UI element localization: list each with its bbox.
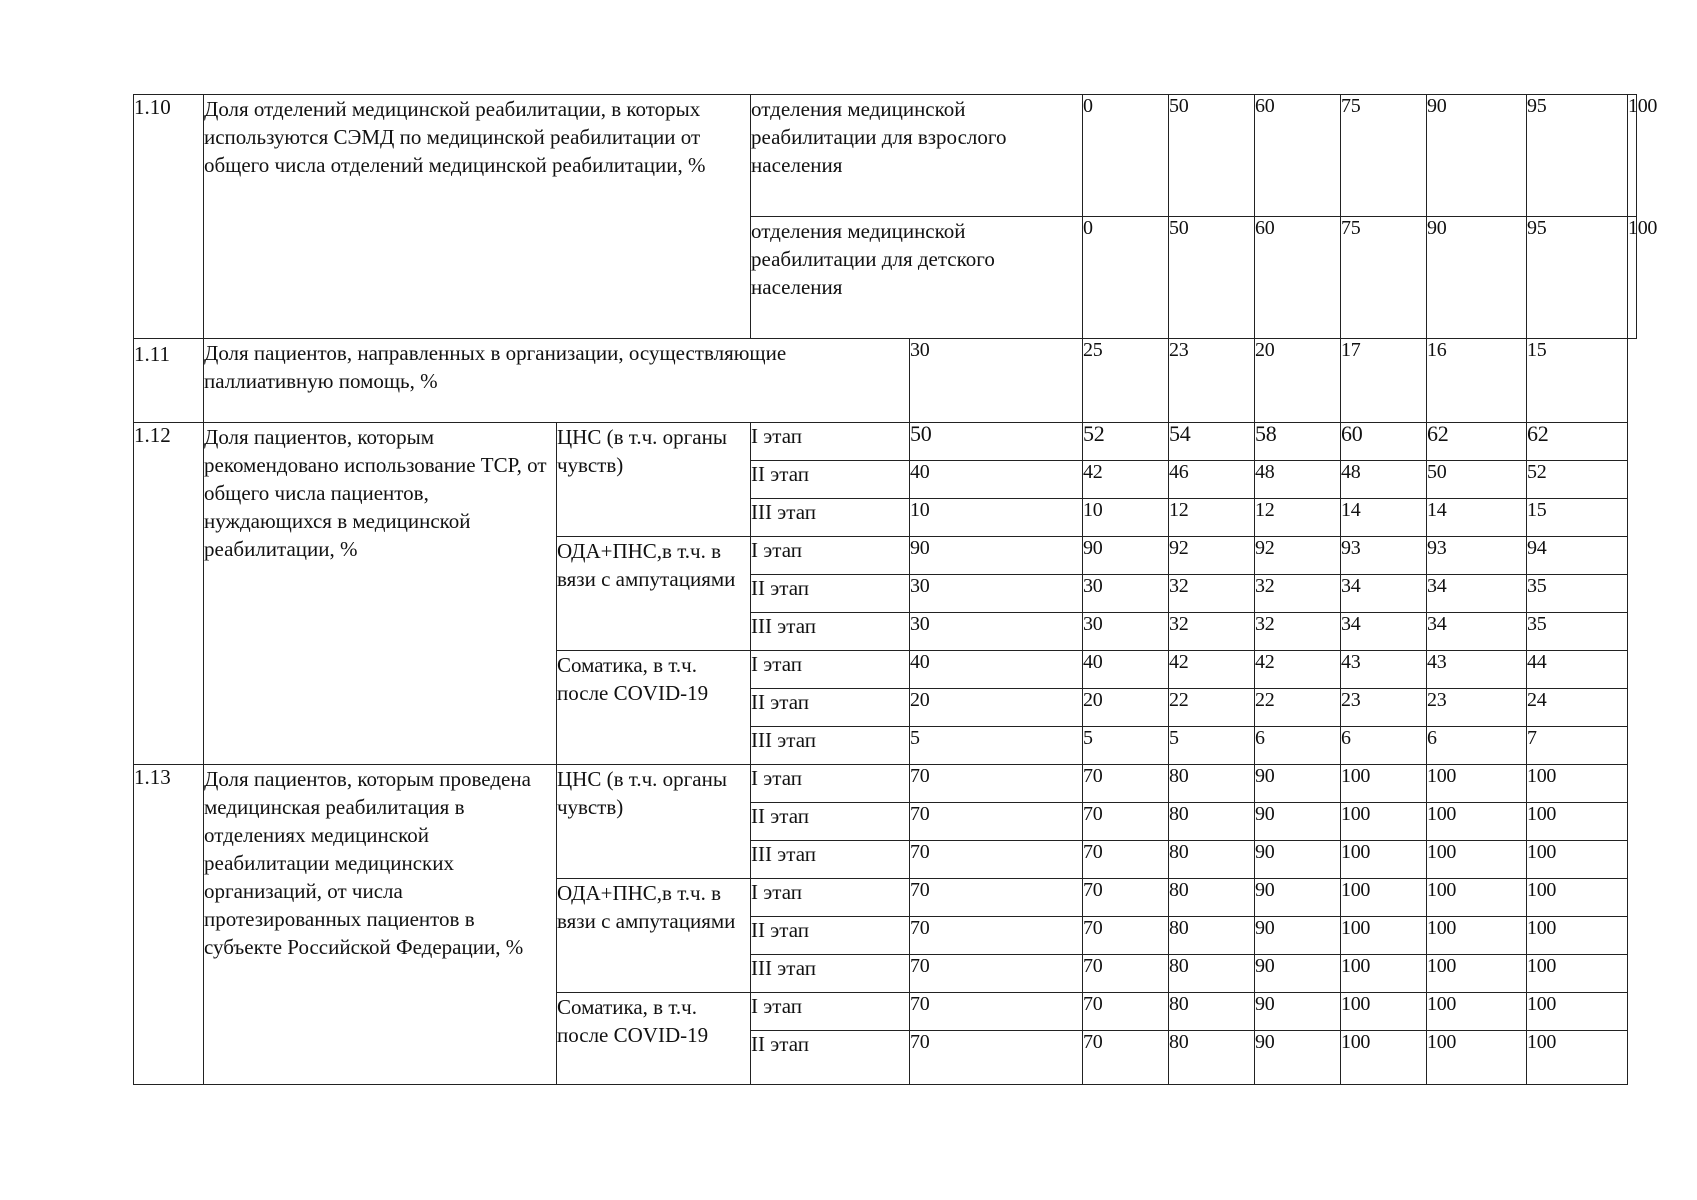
value-cell: 90 bbox=[1255, 955, 1341, 993]
value-cell: 32 bbox=[1255, 613, 1341, 651]
value-cell: 100 bbox=[1527, 841, 1628, 879]
value-cell: 7 bbox=[1527, 727, 1628, 765]
value-cell: 30 bbox=[910, 613, 1083, 651]
value-cell: 60 bbox=[1255, 95, 1341, 217]
value-cell: 93 bbox=[1341, 537, 1427, 575]
value-cell: 42 bbox=[1255, 651, 1341, 689]
value-cell: 70 bbox=[910, 841, 1083, 879]
value-cell: 52 bbox=[1527, 461, 1628, 499]
value-cell: 90 bbox=[1255, 879, 1341, 917]
value-cell: 10 bbox=[1083, 499, 1169, 537]
value-cell: 14 bbox=[1427, 499, 1527, 537]
value-cell: 90 bbox=[1427, 95, 1527, 217]
value-cell: 30 bbox=[1083, 575, 1169, 613]
value-cell: 40 bbox=[1083, 651, 1169, 689]
value-cell: 12 bbox=[1255, 499, 1341, 537]
stage-label: III этап bbox=[751, 613, 910, 651]
group-label: Соматика, в т.ч. после COVID-19 bbox=[557, 651, 751, 765]
value-cell: 34 bbox=[1427, 575, 1527, 613]
value-cell: 20 bbox=[910, 689, 1083, 727]
value-cell: 32 bbox=[1255, 575, 1341, 613]
value-cell: 70 bbox=[1083, 765, 1169, 803]
value-cell: 70 bbox=[1083, 841, 1169, 879]
value-cell: 100 bbox=[1527, 803, 1628, 841]
value-cell: 17 bbox=[1341, 339, 1427, 423]
value-cell: 70 bbox=[910, 917, 1083, 955]
value-cell: 90 bbox=[1255, 917, 1341, 955]
value-cell: 95 bbox=[1527, 95, 1628, 217]
value-cell: 90 bbox=[1255, 993, 1341, 1031]
value-cell: 35 bbox=[1527, 613, 1628, 651]
value-cell: 75 bbox=[1341, 95, 1427, 217]
value-cell: 50 bbox=[1427, 461, 1527, 499]
table-row bbox=[134, 765, 1637, 803]
value-cell: 22 bbox=[1169, 689, 1255, 727]
value-cell: 32 bbox=[1169, 575, 1255, 613]
value-cell: 22 bbox=[1255, 689, 1341, 727]
indicator-name: Доля пациентов, которым проведена медицинская реабилитация в отделениях медицинской реабилитации медицинских организаций, от числа протезированных пациентов в субъекте Российской Федерации, % bbox=[204, 765, 557, 1085]
value-cell: 42 bbox=[1169, 651, 1255, 689]
stage-label: II этап bbox=[751, 689, 910, 727]
value-cell: 20 bbox=[1083, 689, 1169, 727]
value-cell: 54 bbox=[1169, 423, 1255, 461]
value-cell: 48 bbox=[1255, 461, 1341, 499]
row-index: 1.10 bbox=[134, 95, 204, 339]
value-cell: 34 bbox=[1341, 613, 1427, 651]
value-cell: 48 bbox=[1341, 461, 1427, 499]
value-cell: 100 bbox=[1427, 1031, 1527, 1085]
value-cell: 100 bbox=[1341, 993, 1427, 1031]
value-cell: 62 bbox=[1527, 423, 1628, 461]
stage-label: I этап bbox=[751, 651, 910, 689]
value-cell: 70 bbox=[910, 879, 1083, 917]
stage-label: III этап bbox=[751, 727, 910, 765]
value-cell: 100 bbox=[1341, 841, 1427, 879]
value-cell: 70 bbox=[1083, 993, 1169, 1031]
value-cell: 46 bbox=[1169, 461, 1255, 499]
stage-label: I этап bbox=[751, 879, 910, 917]
value-cell: 80 bbox=[1169, 765, 1255, 803]
value-cell: 70 bbox=[910, 765, 1083, 803]
value-cell: 70 bbox=[910, 803, 1083, 841]
value-cell: 95 bbox=[1527, 217, 1628, 339]
indicator-name: Доля пациентов, направленных в организации, осуществляющие паллиативную помощь, % bbox=[204, 339, 910, 423]
value-cell: 60 bbox=[1341, 423, 1427, 461]
value-cell: 80 bbox=[1169, 803, 1255, 841]
value-cell: 6 bbox=[1427, 727, 1527, 765]
value-cell: 23 bbox=[1341, 689, 1427, 727]
value-cell: 93 bbox=[1427, 537, 1527, 575]
value-cell: 0 bbox=[1083, 95, 1169, 217]
value-cell: 60 bbox=[1255, 217, 1341, 339]
stage-label: II этап bbox=[751, 917, 910, 955]
value-cell: 100 bbox=[1341, 917, 1427, 955]
value-cell: 80 bbox=[1169, 1031, 1255, 1085]
value-cell: 52 bbox=[1083, 423, 1169, 461]
table-row bbox=[134, 95, 1637, 217]
value-cell: 43 bbox=[1427, 651, 1527, 689]
value-cell: 100 bbox=[1427, 765, 1527, 803]
value-cell: 6 bbox=[1255, 727, 1341, 765]
value-cell: 24 bbox=[1527, 689, 1628, 727]
value-cell: 0 bbox=[1083, 217, 1169, 339]
value-cell: 50 bbox=[1169, 95, 1255, 217]
value-cell: 5 bbox=[1083, 727, 1169, 765]
value-cell: 70 bbox=[910, 955, 1083, 993]
value-cell: 70 bbox=[1083, 955, 1169, 993]
stage-label: II этап bbox=[751, 461, 910, 499]
value-cell: 14 bbox=[1341, 499, 1427, 537]
row-index: 1.13 bbox=[134, 765, 204, 1085]
value-cell: 70 bbox=[1083, 1031, 1169, 1085]
value-cell: 10 bbox=[910, 499, 1083, 537]
value-cell: 25 bbox=[1083, 339, 1169, 423]
value-cell: 90 bbox=[1255, 765, 1341, 803]
value-cell: 80 bbox=[1169, 993, 1255, 1031]
stage-label: III этап bbox=[751, 955, 910, 993]
value-cell: 100 bbox=[1527, 993, 1628, 1031]
stage-label: II этап bbox=[751, 803, 910, 841]
value-cell: 43 bbox=[1341, 651, 1427, 689]
indicators-table bbox=[133, 94, 1658, 1085]
indicator-name: Доля отделений медицинской реабилитации, в которых используются СЭМД по медицинской реабилитации от общего числа отделений медицинской реабилитации, % bbox=[204, 95, 751, 339]
value-cell: 80 bbox=[1169, 841, 1255, 879]
value-cell: 50 bbox=[1169, 217, 1255, 339]
value-cell: 100 bbox=[1341, 1031, 1427, 1085]
stage-label: II этап bbox=[751, 575, 910, 613]
value-cell: 90 bbox=[1427, 217, 1527, 339]
value-cell: 90 bbox=[1255, 841, 1341, 879]
value-cell: 23 bbox=[1427, 689, 1527, 727]
group-label: ЦНС (в т.ч. органы чувств) bbox=[557, 423, 751, 537]
value-cell: 23 bbox=[1169, 339, 1255, 423]
stage-label: I этап bbox=[751, 993, 910, 1031]
value-cell: 80 bbox=[1169, 917, 1255, 955]
value-cell: 100 bbox=[1527, 765, 1628, 803]
value-cell: 40 bbox=[910, 651, 1083, 689]
value-cell: 100 bbox=[1341, 879, 1427, 917]
value-cell: 30 bbox=[1083, 613, 1169, 651]
value-cell: 70 bbox=[1083, 879, 1169, 917]
value-cell: 100 bbox=[1527, 879, 1628, 917]
value-cell: 100 bbox=[1427, 879, 1527, 917]
value-cell: 100 bbox=[1527, 1031, 1628, 1085]
group-label: ОДА+ПНС,в т.ч. в вязи с ампутациями bbox=[557, 879, 751, 993]
value-cell: 15 bbox=[1527, 339, 1628, 423]
value-cell: 70 bbox=[1083, 917, 1169, 955]
value-cell: 44 bbox=[1527, 651, 1628, 689]
value-cell: 70 bbox=[910, 1031, 1083, 1085]
group-label: Соматика, в т.ч. после COVID-19 bbox=[557, 993, 751, 1085]
value-cell: 100 bbox=[1527, 917, 1628, 955]
value-cell: 58 bbox=[1255, 423, 1341, 461]
value-cell: 16 bbox=[1427, 339, 1527, 423]
value-cell: 40 bbox=[910, 461, 1083, 499]
table-row bbox=[134, 423, 1637, 461]
stage-label: III этап bbox=[751, 499, 910, 537]
value-cell: 15 bbox=[1527, 499, 1628, 537]
value-cell: 42 bbox=[1083, 461, 1169, 499]
value-cell: 5 bbox=[910, 727, 1083, 765]
value-cell: 100 bbox=[1427, 917, 1527, 955]
value-cell: 100 bbox=[1527, 955, 1628, 993]
value-cell: 32 bbox=[1169, 613, 1255, 651]
group-label: отделения медицинской реабилитации для детского населения bbox=[751, 217, 1083, 339]
value-cell: 34 bbox=[1341, 575, 1427, 613]
indicator-name: Доля пациентов, которым рекомендовано использование ТСР, от общего числа пациентов, нуждающихся в медицинской реабилитации, % bbox=[204, 423, 557, 765]
row-index: 1.11 bbox=[134, 339, 204, 423]
group-label: отделения медицинской реабилитации для взрослого населения bbox=[751, 95, 1083, 217]
value-cell: 100 bbox=[1427, 955, 1527, 993]
value-cell: 100 bbox=[1628, 95, 1637, 217]
value-cell: 34 bbox=[1427, 613, 1527, 651]
value-cell: 100 bbox=[1427, 841, 1527, 879]
value-cell: 90 bbox=[910, 537, 1083, 575]
group-label: ОДА+ПНС,в т.ч. в вязи с ампутациями bbox=[557, 537, 751, 651]
stage-label: III этап bbox=[751, 841, 910, 879]
table-row bbox=[134, 339, 1637, 423]
value-cell: 90 bbox=[1255, 803, 1341, 841]
value-cell: 20 bbox=[1255, 339, 1341, 423]
group-label: ЦНС (в т.ч. органы чувств) bbox=[557, 765, 751, 879]
value-cell: 100 bbox=[1427, 993, 1527, 1031]
value-cell: 70 bbox=[1083, 803, 1169, 841]
value-cell: 80 bbox=[1169, 955, 1255, 993]
value-cell: 62 bbox=[1427, 423, 1527, 461]
stage-label: I этап bbox=[751, 765, 910, 803]
value-cell: 80 bbox=[1169, 879, 1255, 917]
value-cell: 100 bbox=[1341, 955, 1427, 993]
value-cell: 6 bbox=[1341, 727, 1427, 765]
value-cell: 100 bbox=[1341, 765, 1427, 803]
value-cell: 5 bbox=[1169, 727, 1255, 765]
stage-label: I этап bbox=[751, 423, 910, 461]
value-cell: 75 bbox=[1341, 217, 1427, 339]
value-cell: 92 bbox=[1169, 537, 1255, 575]
value-cell: 30 bbox=[910, 575, 1083, 613]
value-cell: 30 bbox=[910, 339, 1083, 423]
value-cell: 94 bbox=[1527, 537, 1628, 575]
value-cell: 100 bbox=[1341, 803, 1427, 841]
stage-label: I этап bbox=[751, 537, 910, 575]
value-cell: 70 bbox=[910, 993, 1083, 1031]
row-index: 1.12 bbox=[134, 423, 204, 765]
value-cell: 12 bbox=[1169, 499, 1255, 537]
value-cell: 90 bbox=[1255, 1031, 1341, 1085]
stage-label: II этап bbox=[751, 1031, 910, 1085]
value-cell: 50 bbox=[910, 423, 1083, 461]
value-cell: 100 bbox=[1427, 803, 1527, 841]
value-cell: 100 bbox=[1628, 217, 1637, 339]
value-cell: 92 bbox=[1255, 537, 1341, 575]
value-cell: 35 bbox=[1527, 575, 1628, 613]
value-cell: 90 bbox=[1083, 537, 1169, 575]
